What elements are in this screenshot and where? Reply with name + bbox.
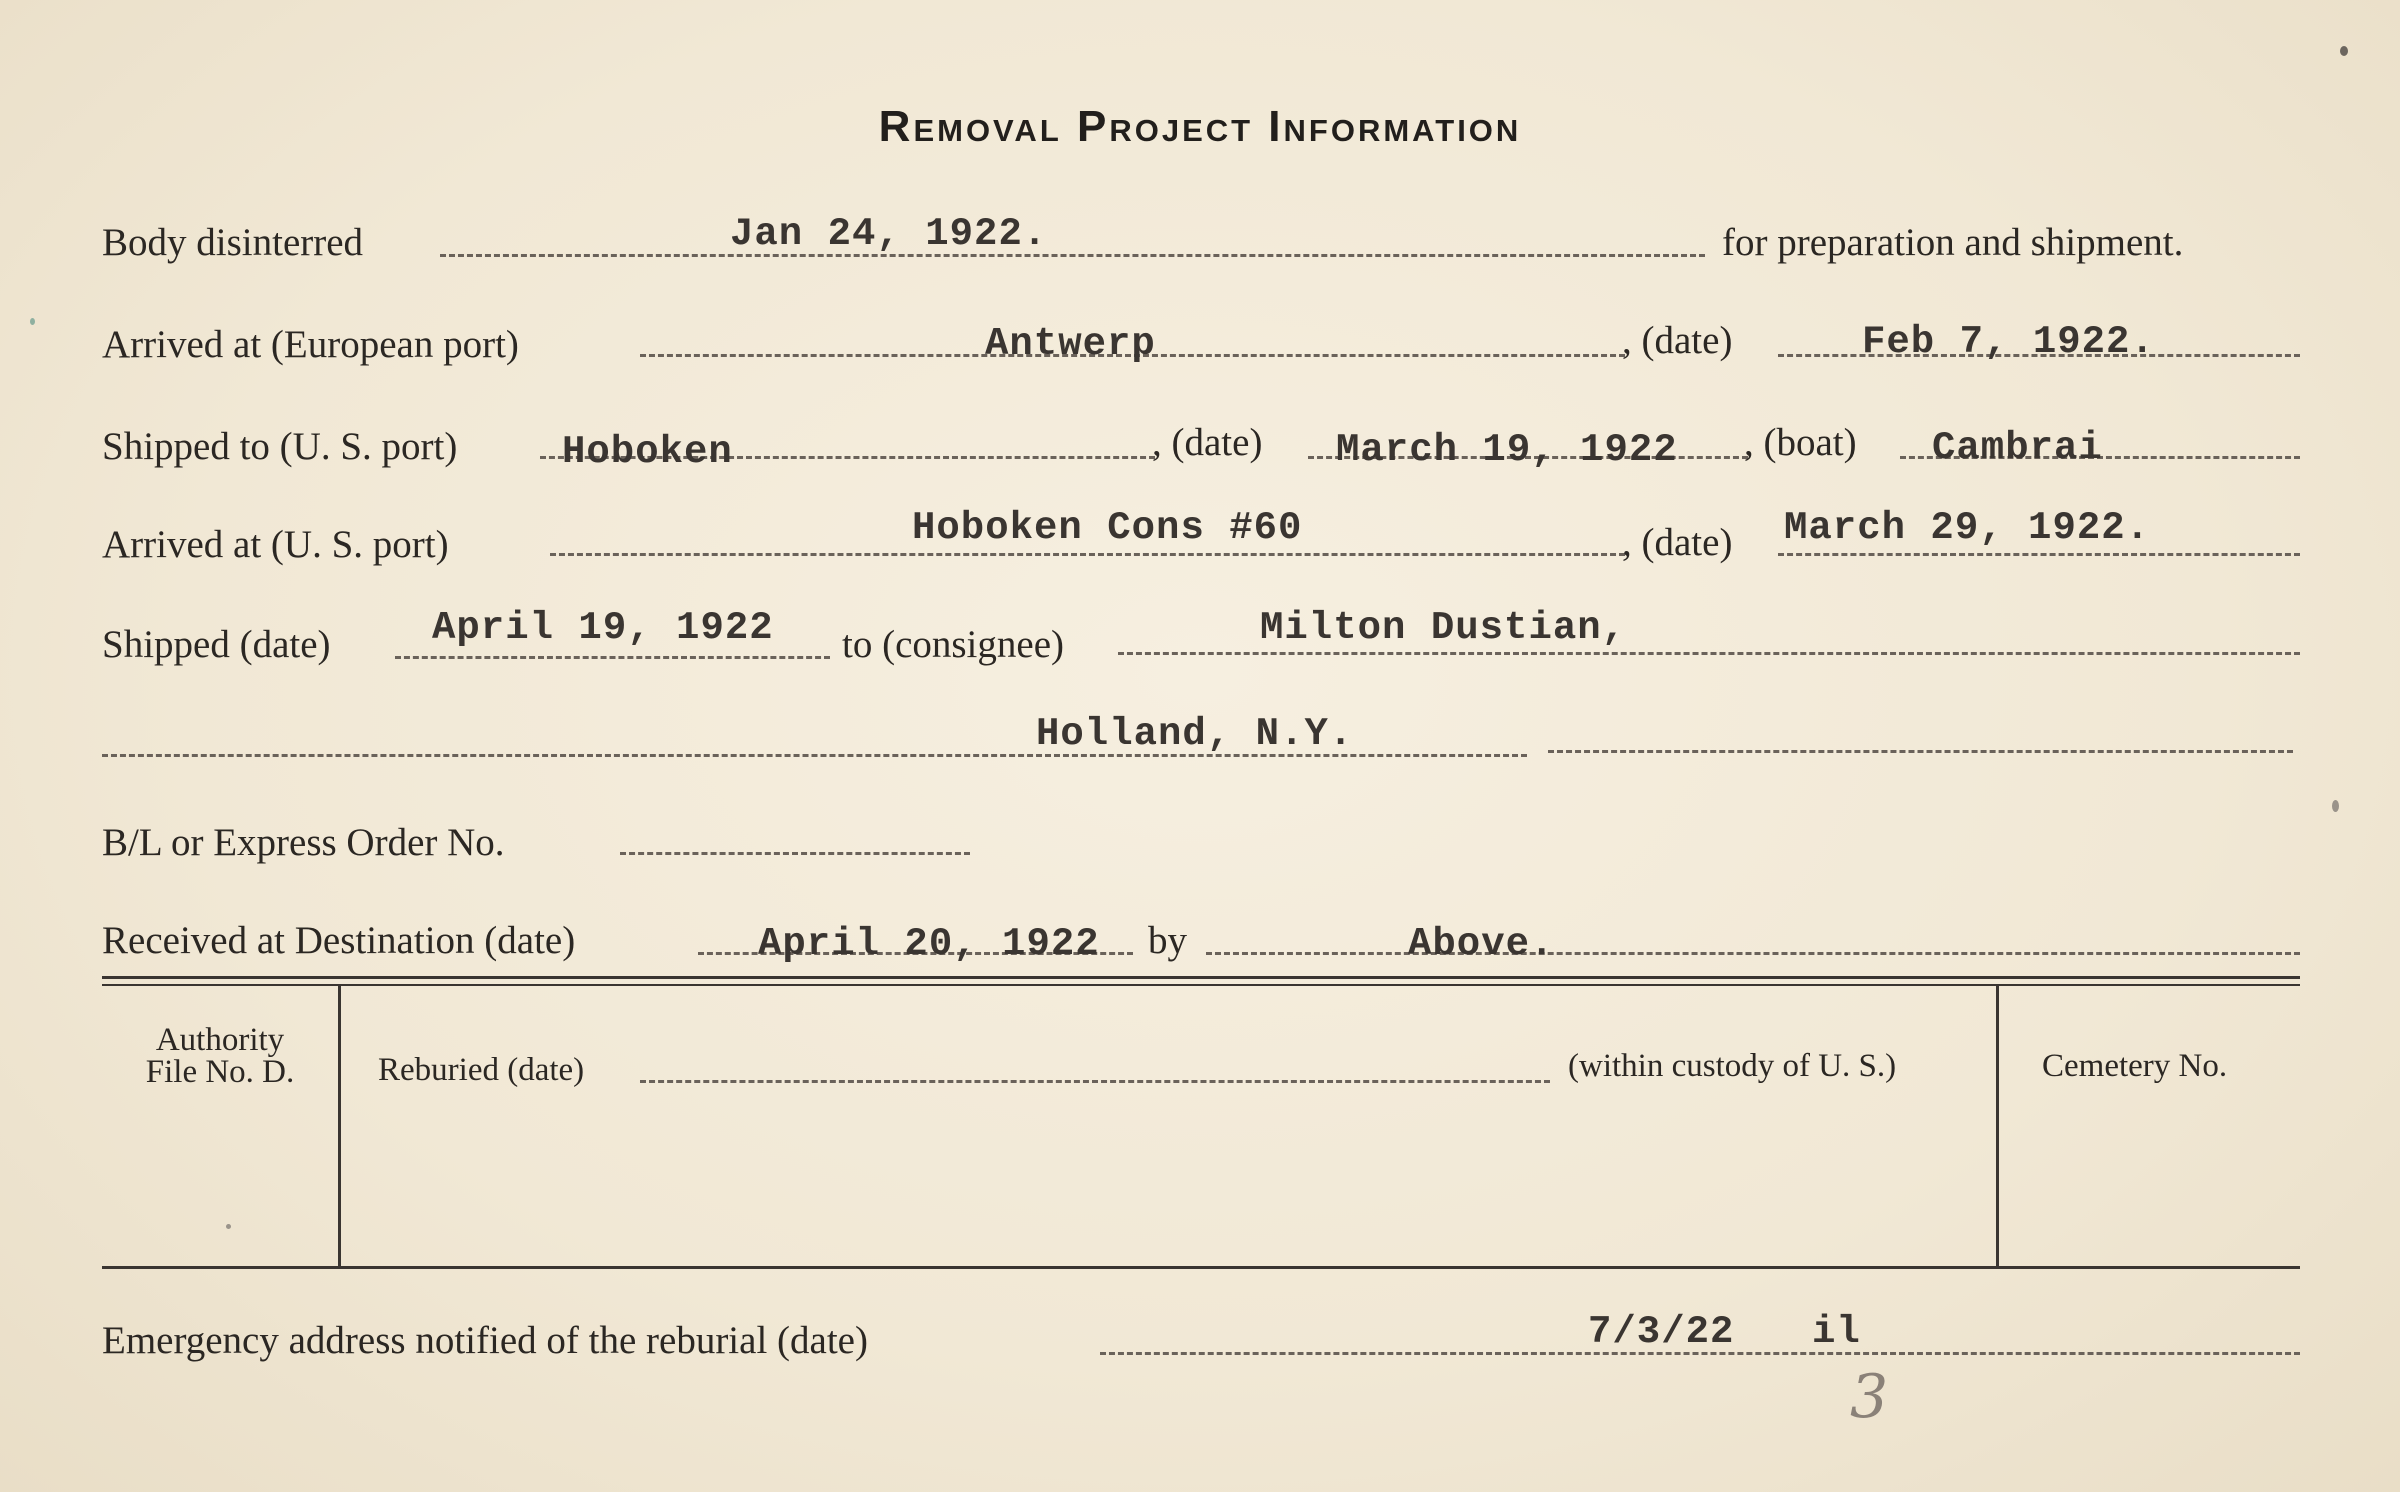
table-top-rule-inner [102,984,2300,986]
authority-label-line2: File No. D. [145,1054,295,1090]
shipped-date-label: Shipped (date) [102,623,331,666]
shipped-date-line [395,656,830,659]
handwritten-mark: 3 [1850,1362,1889,1432]
consignee-address: Holland, N.Y. [1036,712,1354,756]
disinterred-date: Jan 24, 1922. [730,212,1048,256]
shipped-to-port: Hoboken [562,430,733,474]
address-line-extra [1548,750,2293,753]
shipped-to-label: Shipped to (U. S. port) [102,425,458,468]
shipped-to-boat: Cambrai [1932,426,2103,470]
us-port-date-line [1778,553,2300,556]
shipped-to-date-label: , (date) [1152,421,1263,464]
paper-speck [2332,800,2339,812]
table-divider-right [1996,986,1999,1266]
received-by: Above. [1408,922,1555,966]
paper-speck [30,318,35,325]
consignee-label: to (consignee) [842,623,1065,666]
disinterred-line [440,254,1705,257]
euro-port-date-label: , (date) [1622,319,1733,362]
table-divider-left [338,986,341,1266]
us-port-date-label: , (date) [1622,521,1733,564]
shipped-date: April 19, 1922 [432,606,774,650]
emergency-initials: il [1812,1310,1861,1354]
euro-port-label: Arrived at (European port) [102,323,519,366]
paper-speck [2340,46,2348,56]
disinterred-label: Body disinterred [102,221,364,264]
shipped-to-date: March 19, 1922 [1336,428,1678,472]
emergency-date: 7/3/22 [1588,1310,1735,1354]
reburied-label: Reburied (date) [378,1052,585,1088]
received-by-line [1206,952,2300,955]
received-label: Received at Destination (date) [102,919,576,962]
table-top-rule [102,976,2300,979]
us-port-line [550,553,1625,556]
us-port-label: Arrived at (U. S. port) [102,523,449,566]
custody-label: (within custody of U. S.) [1568,1048,1897,1084]
bl-line [620,852,970,855]
us-port-date: March 29, 1922. [1784,506,2151,550]
shipped-to-boat-label: , (boat) [1744,421,1857,464]
received-by-label: by [1148,919,1187,962]
euro-port-value: Antwerp [985,322,1156,366]
cemetery-label: Cemetery No. [2042,1048,2228,1084]
emergency-label: Emergency address notified of the reburial (date) [102,1319,868,1362]
reburied-line [640,1080,1550,1083]
received-date: April 20, 1922 [758,922,1100,966]
card-title: Removal Project Information [878,102,1522,151]
authority-label-line1: Authority [155,1022,285,1058]
table-bottom-rule [102,1266,2300,1269]
us-port-value: Hoboken Cons #60 [912,506,1303,550]
consignee-name: Milton Dustian, [1260,606,1627,650]
disinterred-suffix: for preparation and shipment. [1722,221,2184,264]
euro-port-date: Feb 7, 1922. [1862,320,2155,364]
bl-label: B/L or Express Order No. [102,821,505,864]
consignee-line [1118,652,2300,655]
paper-speck [226,1224,231,1229]
